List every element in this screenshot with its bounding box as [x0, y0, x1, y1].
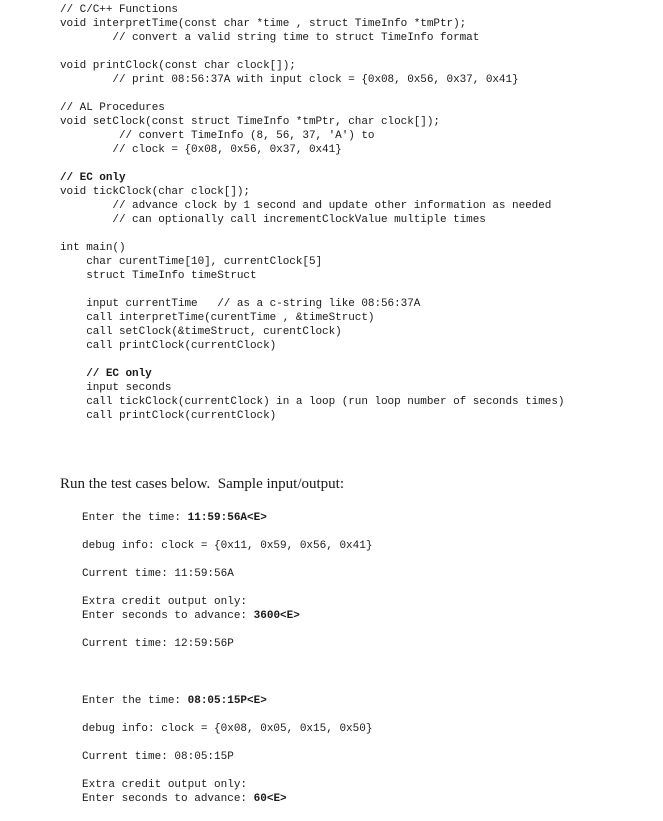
seconds-input: 3600<E> — [253, 610, 300, 622]
code-line: // print 08:56:37A with input clock = {0x08, 0x56, 0x37, 0x41} — [60, 74, 519, 86]
seconds-input: 60<E> — [253, 793, 287, 805]
code-line: call interpretTime(curentTime , &timeStruct) — [60, 312, 375, 324]
ec-label: Extra credit output only: — [82, 779, 248, 791]
current-time-line: Current time: 08:05:15P — [82, 751, 234, 763]
code-line: // can optionally call incrementClockValue multiple times — [60, 214, 486, 226]
code-block-functions — [60, 3, 519, 157]
code-line: // advance clock by 1 second and update other information as needed — [60, 200, 552, 212]
code-line: // convert TimeInfo (8, 56, 37, 'A') to — [60, 130, 375, 142]
io-case-2 — [82, 694, 372, 806]
code-line: call tickClock(currentClock) in a loop (run loop number of seconds times) — [60, 396, 565, 408]
code-line: void interpretTime(const char *time , struct TimeInfo *tmPtr); — [60, 18, 467, 30]
instruction-text: Run the test cases below. Sample input/output: — [60, 476, 344, 492]
time-prompt: Enter the time: — [82, 695, 188, 707]
code-line: char curentTime[10], currentClock[5] — [60, 256, 323, 268]
code-line: input currentTime // as a c-string like 08:56:37A — [60, 298, 421, 310]
code-line: void setClock(const struct TimeInfo *tmPtr, char clock[]); — [60, 116, 440, 128]
io-case-1 — [82, 511, 372, 651]
code-line: call printClock(currentClock) — [60, 410, 277, 422]
current-time-line: Current time: 11:59:56A — [82, 568, 234, 580]
code-line: input seconds — [60, 382, 172, 394]
time-input: 11:59:56A<E> — [187, 512, 267, 524]
code-line: int main() — [60, 242, 126, 254]
code-heading: // EC only — [60, 368, 152, 380]
code-line: // clock = {0x08, 0x56, 0x37, 0x41} — [60, 144, 342, 156]
code-line: // AL Procedures — [60, 102, 165, 114]
debug-line: debug info: clock = {0x11, 0x59, 0x56, 0x41} — [82, 540, 373, 552]
after-time-line: Current time: 12:59:56P — [82, 638, 234, 650]
code-block-ec-main — [60, 171, 564, 423]
code-line: void printClock(const char clock[]); — [60, 60, 296, 72]
debug-line: debug info: clock = {0x08, 0x05, 0x15, 0x50} — [82, 723, 373, 735]
ec-label: Extra credit output only: — [82, 596, 248, 608]
seconds-prompt: Enter seconds to advance: — [82, 793, 254, 805]
code-line: call printClock(currentClock) — [60, 340, 277, 352]
time-prompt: Enter the time: — [82, 512, 188, 524]
code-heading: // EC only — [60, 172, 126, 184]
seconds-prompt: Enter seconds to advance: — [82, 610, 254, 622]
code-line: // C/C++ Functions — [60, 4, 178, 16]
code-line: call setClock(&timeStruct, curentClock) — [60, 326, 342, 338]
code-line: struct TimeInfo timeStruct — [60, 270, 257, 282]
code-line: void tickClock(char clock[]); — [60, 186, 250, 198]
code-line: // convert a valid string time to struct TimeInfo format — [60, 32, 480, 44]
time-input: 08:05:15P<E> — [187, 695, 267, 707]
